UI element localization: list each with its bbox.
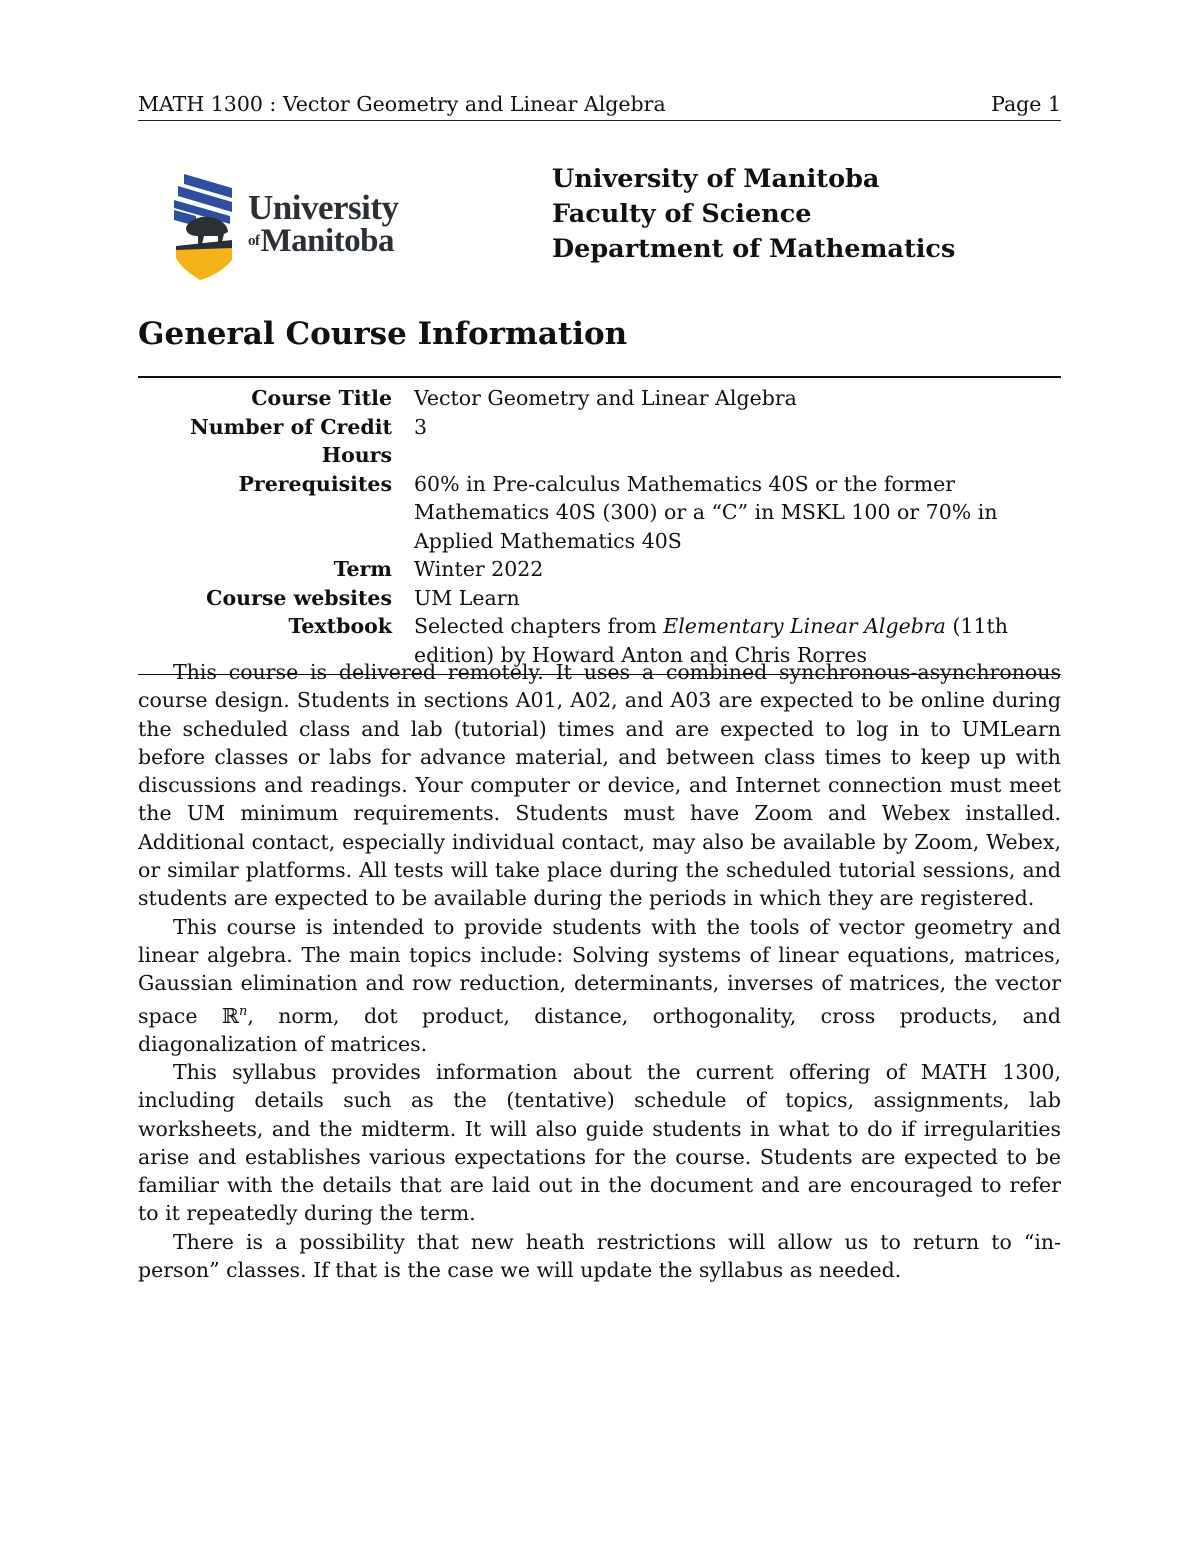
info-label: Textbook — [288, 614, 392, 638]
info-value: UM Learn — [414, 585, 520, 610]
body-text — [138, 658, 1061, 1284]
paragraph-syllabus: This syllabus provides information about the current offering of MATH 1300, including details such as the (tentative) schedule of topics, assignments, lab worksheets, and the midterm. It will also guide students in what to do if irregularities arise and establishes various expectations for the course. Students are expected to be familiar with the details that are laid out in the document and are encouraged to refer to it repeatedly during the term. — [138, 1059, 1061, 1226]
bison-shield-icon — [172, 170, 238, 282]
info-row-prerequisites — [138, 470, 1061, 556]
rn-superscript: n — [238, 1003, 248, 1019]
university-name: University of Manitoba — [552, 164, 880, 194]
faculty-name: Faculty of Science — [552, 199, 812, 229]
info-row-course-title — [138, 384, 1061, 413]
institution-block — [552, 162, 955, 267]
info-label: Course websites — [206, 585, 392, 610]
info-value: Vector Geometry and Linear Algebra — [414, 386, 797, 410]
header-page-number: Page 1 — [991, 92, 1061, 116]
info-row-websites — [138, 584, 1061, 613]
info-label: Prerequisites — [238, 471, 392, 496]
header-course-title: MATH 1300 : Vector Geometry and Linear Algebra — [138, 92, 666, 116]
topics-text-after: , norm, dot product, distance, orthogonality, cross products, and diagonalization of matrices. — [138, 1003, 1061, 1056]
textbook-prefix: Selected chapters from — [414, 614, 664, 638]
info-value: 3 — [414, 414, 428, 439]
textbook-suffix: (11th edition) by Howard Anton and Chris Rorres — [414, 614, 1008, 667]
textbook-title: Elementary Linear Algebra — [663, 614, 946, 638]
logo-line-university: University — [248, 188, 399, 227]
rn-symbol: ℝ — [221, 1003, 239, 1028]
running-header — [138, 92, 1061, 121]
section-title: General Course Information — [138, 316, 628, 352]
info-label: Number of Credit Hours — [189, 414, 392, 467]
info-label: Term — [333, 557, 392, 581]
topics-text-before: This course is intended to provide students with the tools of vector geometry and linear algebra. The main topics include: Solving systems of linear equations, matrices, Gaussian elimination and row reduction, determinants, inverses of matrices, the vector space — [138, 914, 1061, 1028]
paragraph-delivery: This course is delivered remotely. It uses a combined synchronous-asynchronous course design. Students in sections A01, A02, and A03 are expected to be online during the scheduled class and lab (tutorial) times and are expected to log in to UMLearn before classes or labs for advance material, and between class times to keep up with discussions and readings. Your computer or device, and Internet connection must meet the UM minimum requirements. Students must have Zoom and Webex installed. Additional contact, especially individual contact, may also be available by Zoom, Webex, or similar platforms. All tests will take place during the scheduled tutorial sessions, and students are expected to be available during the periods in which they are registered. — [138, 660, 1061, 911]
info-value: 60% in Pre-calculus Mathematics 40S or the former Mathematics 40S (300) or a “C” in MSKL 100 or 70% in Applied Mathematics 40S — [414, 471, 998, 553]
paragraph-in-person: There is a possibility that new heath restrictions will allow us to return to “in-person” classes. If that is the case we will update the syllabus as needed. — [138, 1229, 1061, 1283]
info-row-credit-hours — [138, 413, 1061, 470]
info-row-term — [138, 555, 1061, 584]
logo-wordmark — [248, 190, 399, 258]
logo-manitoba: Manitoba — [260, 223, 395, 259]
logo-of: of — [248, 233, 260, 249]
paragraph-topics — [138, 913, 1061, 1058]
info-label: Course Title — [251, 386, 392, 410]
logo-line-manitoba — [248, 225, 399, 258]
university-logo — [172, 170, 412, 282]
info-value: Winter 2022 — [414, 557, 544, 581]
course-info-table — [138, 376, 1061, 675]
department-name: Department of Mathematics — [552, 234, 956, 264]
